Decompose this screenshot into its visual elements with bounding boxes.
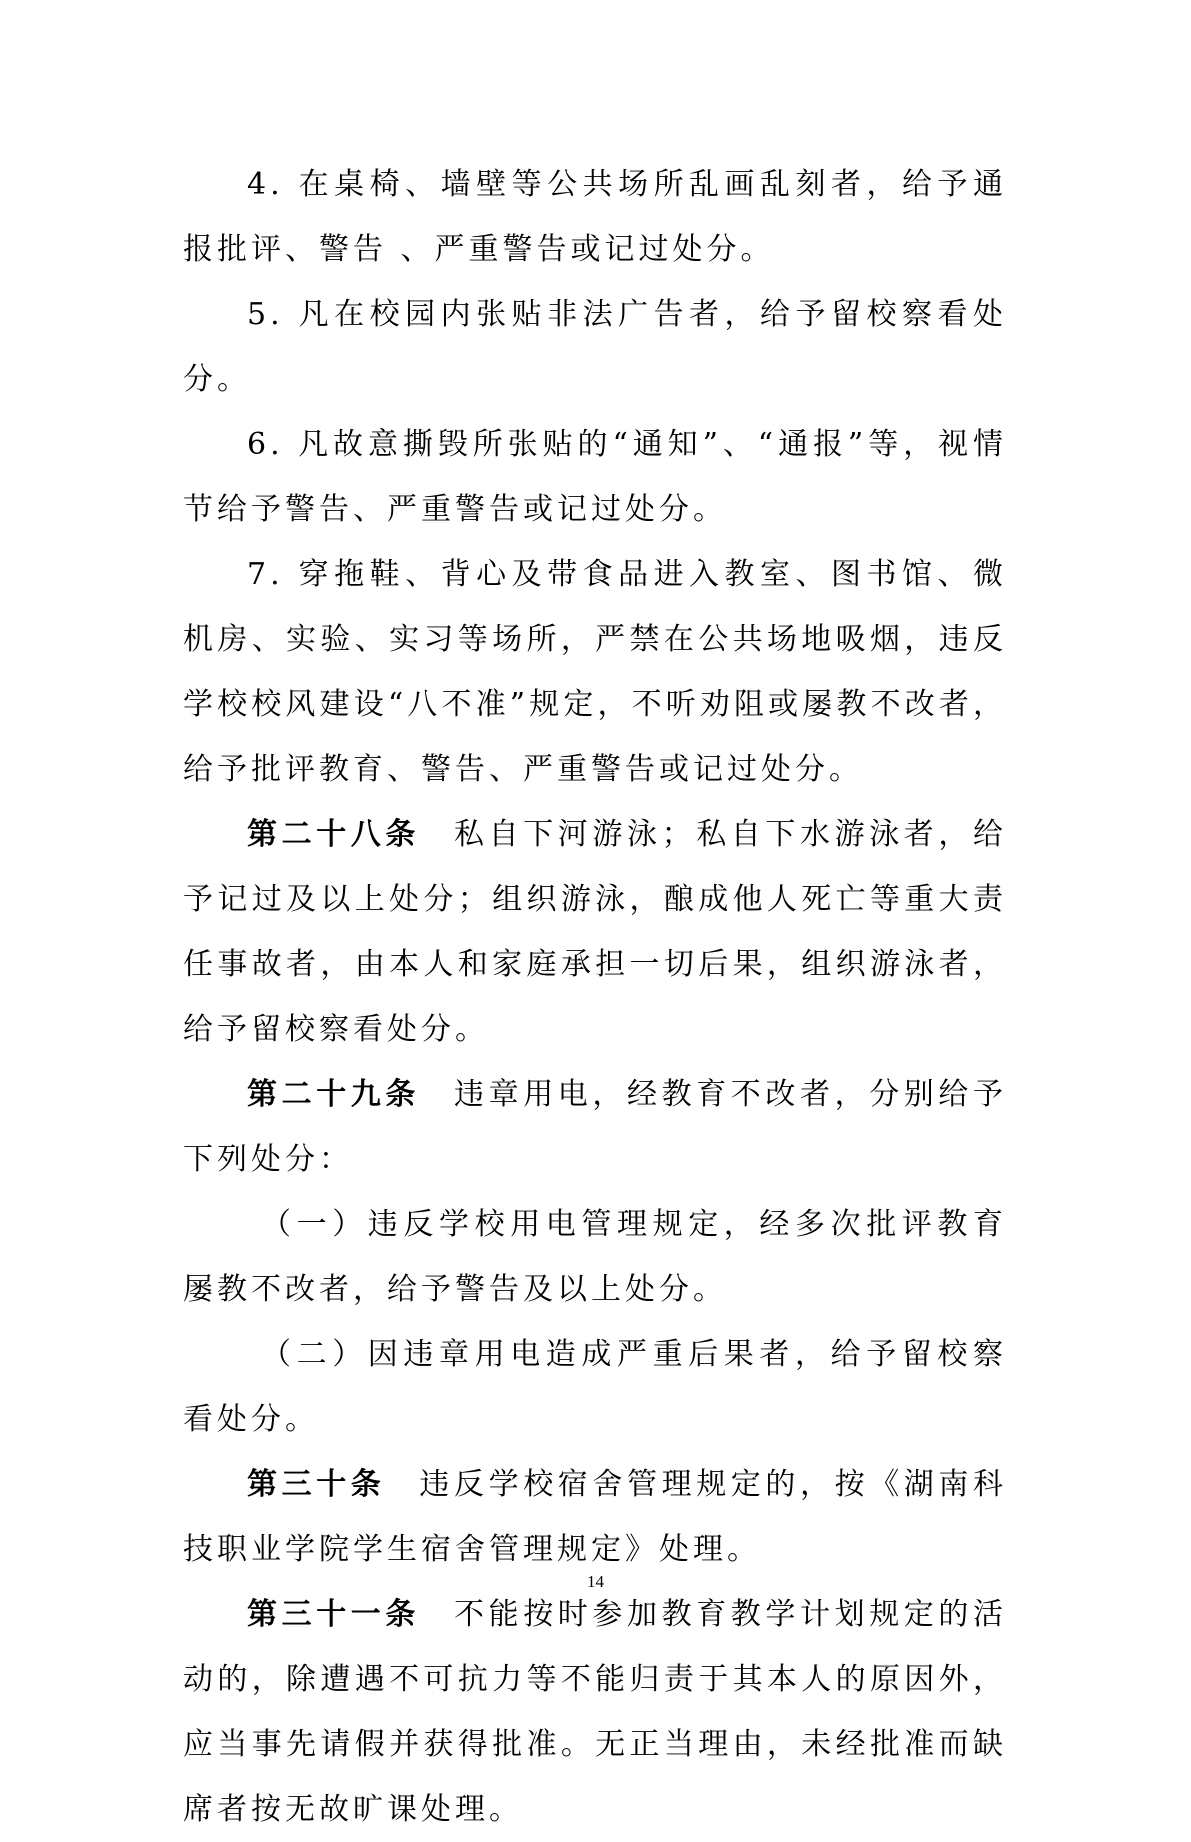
paragraph-text: 4. 在桌椅、墙壁等公共场所乱画乱刻者，给予通报批评、警告 、严重警告或记过处分。	[183, 167, 1007, 267]
article-number: 第二十八条	[247, 817, 420, 852]
page-number: 14	[587, 1572, 604, 1591]
article-number: 第三十一条	[247, 1597, 420, 1632]
paragraph-text: 违反学校宿舍管理规定的，按《湖南科技职业学院学生宿舍管理规定》处理。	[183, 1467, 1008, 1567]
clause-item-4	[183, 152, 1007, 282]
clause-item-7	[183, 542, 1007, 802]
paragraph-text: 5. 凡在校园内张贴非法广告者，给予留校察看处分。	[183, 297, 1007, 397]
paragraph-text: 不能按时参加教育教学计划规定的活动的，除遭遇不可抗力等不能归责于其本人的原因外，应当事先请假并获得批准。无正当理由，未经批准而缺席者按无故旷课处理。	[183, 1597, 1007, 1827]
paragraph-text: 6. 凡故意撕毁所张贴的“通知”、“通报”等，视情节给予警告、严重警告或记过处分。	[183, 427, 1007, 527]
article-number: 第三十条	[247, 1467, 386, 1502]
sub-clause-2	[183, 1322, 1007, 1452]
article-29	[183, 1062, 1007, 1192]
clause-item-6	[183, 412, 1007, 542]
paragraph-text: 私自下河游泳；私自下水游泳者，给予记过及以上处分；组织游泳，酿成他人死亡等重大责任事故者，由本人和家庭承担一切后果，组织游泳者，给予留校察看处分。	[183, 817, 1007, 1047]
article-30	[183, 1452, 1007, 1582]
article-number: 第二十九条	[247, 1077, 420, 1112]
paragraph-text: 7. 穿拖鞋、背心及带食品进入教室、图书馆、微机房、实验、实习等场所，严禁在公共场地吸烟，违反学校校风建设“八不准”规定，不听劝阻或屡教不改者，给予批评教育、警告、严重警告或记过处分。	[183, 557, 1007, 787]
paragraph-text: 违章用电，经教育不改者，分别给予下列处分：	[183, 1077, 1007, 1177]
article-28	[183, 802, 1007, 1062]
clause-item-5	[183, 282, 1007, 412]
article-31	[183, 1582, 1007, 1842]
paragraph-text: （二）因违章用电造成严重后果者，给予留校察看处分。	[183, 1337, 1007, 1437]
sub-clause-1	[183, 1192, 1007, 1322]
paragraph-text: （一）违反学校用电管理规定，经多次批评教育屡教不改者，给予警告及以上处分。	[183, 1207, 1007, 1307]
